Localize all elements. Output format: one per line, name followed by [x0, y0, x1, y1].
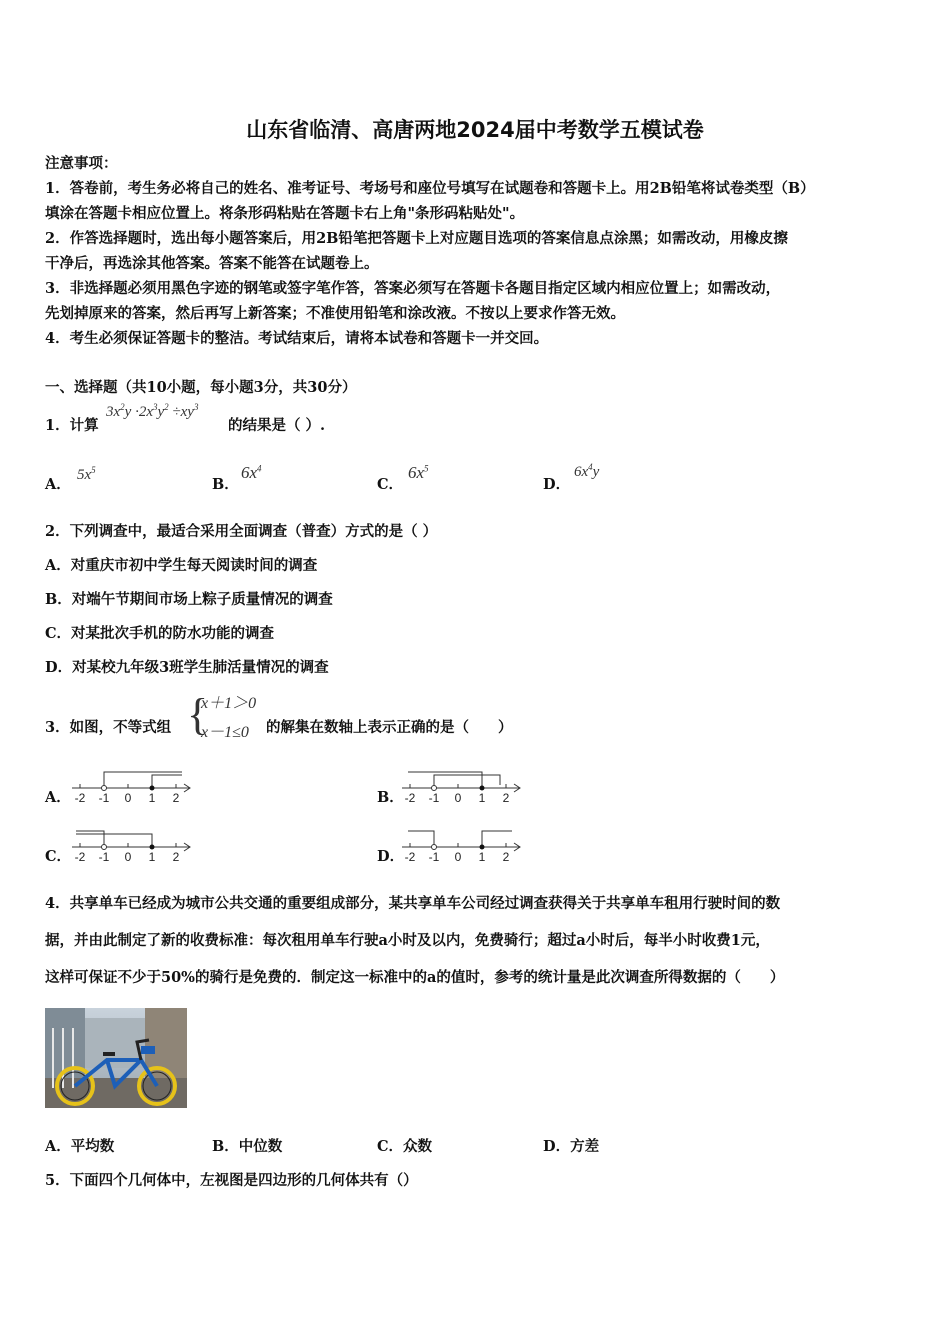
inequality-2: x－1≤0	[201, 724, 249, 741]
tick-label: -1	[98, 850, 110, 864]
q1-option-a-value: $5x^5$	[77, 465, 96, 483]
q1-option-c-label: C．	[377, 476, 404, 493]
tick-label: 1	[148, 791, 156, 805]
tick-label: 1	[478, 850, 486, 864]
notice-heading: 注意事项：	[45, 155, 118, 172]
tick-label: -2	[74, 791, 86, 805]
q1-option-b-value: $6x^4$	[241, 463, 262, 482]
page-title: 山东省临清、高唐两地2024届中考数学五模试卷	[246, 118, 704, 142]
q3-option-d-label: D．	[377, 848, 405, 865]
notice-line: 先划掉原来的答案，然后再写上新答案；不准使用铅笔和涂改液。不按以上要求作答无效。	[45, 305, 625, 322]
q2-option-c: C．对某批次手机的防水功能的调查	[45, 625, 275, 642]
tick-label: 2	[172, 791, 180, 805]
tick-label: -2	[74, 850, 86, 864]
tick-label: 0	[454, 850, 462, 864]
question-5-stem: 5．下面四个几何体中，左视图是四边形的几何体共有（）	[45, 1172, 418, 1189]
q4-option-b: B．中位数	[212, 1138, 283, 1155]
number-line-c	[70, 823, 195, 865]
question-1-suffix: 的结果是（ ）.	[228, 417, 326, 434]
tick-label: 0	[454, 791, 462, 805]
system-brace: {	[187, 690, 209, 739]
inequality-1: x＋1＞0	[201, 695, 257, 712]
q2-option-b: B．对端午节期间市场上粽子质量情况的调查	[45, 591, 333, 608]
q4-option-d: D．方差	[543, 1138, 600, 1155]
notice-line: 1．答卷前，考生务必将自己的姓名、准考证号、考场号和座位号填写在试题卷和答题卡上。用2B铅笔将试卷类型（B）	[45, 180, 815, 197]
q3-option-a-label: A．	[45, 789, 71, 806]
tick-label: -2	[404, 850, 416, 864]
q2-option-a: A．对重庆市初中学生每天阅读时间的调查	[45, 557, 318, 574]
question-1-expression: $3x^2y \cdot 2x^3y^2 \div xy^3$	[106, 402, 199, 420]
notice-line: 干净后，再选涂其他答案。答案不能答在试题卷上。	[45, 255, 379, 272]
tick-label: 2	[502, 791, 510, 805]
section-heading: 一、选择题（共10小题，每小题3分，共30分）	[45, 379, 357, 396]
notice-line: 填涂在答题卡相应位置上。将条形码粘贴在答题卡右上角"条形码粘贴处"。	[45, 205, 525, 222]
q2-option-d: D．对某校九年级3班学生肺活量情况的调查	[45, 659, 329, 676]
tick-label: -1	[428, 850, 440, 864]
question-4-line: 4．共享单车已经成为城市公共交通的重要组成部分，某共享单车公司经过调查获得关于共享单车租用行驶时间的数	[45, 895, 781, 912]
tick-label: 2	[502, 850, 510, 864]
tick-label: 0	[124, 850, 132, 864]
notice-line: 3．非选择题必须用黑色字迹的钢笔或签字笔作答，答案必须写在答题卡各题目指定区域内相应位置上；如需改动，	[45, 280, 781, 297]
tick-label: -1	[98, 791, 110, 805]
tick-label: 0	[124, 791, 132, 805]
tick-label: -2	[404, 791, 416, 805]
q1-option-d-value: $6x^4y$	[574, 462, 600, 480]
number-line-d	[400, 823, 525, 865]
question-2-stem: 2．下列调查中，最适合采用全面调查（普查）方式的是（ ）	[45, 523, 438, 540]
notice-line: 2．作答选择题时，选出每小题答案后，用2B铅笔把答题卡上对应题目选项的答案信息点涂黑；如需改动，用橡皮擦	[45, 230, 788, 247]
q1-option-d-label: D．	[543, 476, 571, 493]
q4-option-a: A．平均数	[45, 1138, 115, 1155]
q4-option-c: C．众数	[377, 1138, 433, 1155]
tick-label: 2	[172, 850, 180, 864]
bicycle-photo	[45, 1008, 187, 1108]
question-4-line: 据，并由此制定了新的收费标准：每次租用单车行驶a小时及以内，免费骑行；超过a小时后，每半小时收费1元，	[45, 932, 770, 949]
tick-label: 1	[148, 850, 156, 864]
question-1-prefix: 1．计算	[45, 417, 99, 434]
tick-label: -1	[428, 791, 440, 805]
number-line-a	[70, 764, 195, 806]
question-3-prefix: 3．如图，不等式组	[45, 719, 172, 736]
q3-option-b-label: B．	[377, 789, 404, 806]
question-3-suffix: 的解集在数轴上表示正确的是（ ）	[266, 719, 513, 736]
tick-label: 1	[478, 791, 486, 805]
q1-option-b-label: B．	[212, 476, 239, 493]
question-4-line: 这样可保证不少于50%的骑行是免费的．制定这一标准中的a的值时，参考的统计量是此次调查所得数据的（ ）	[45, 969, 785, 986]
notice-line: 4．考生必须保证答题卡的整洁。考试结束后，请将本试卷和答题卡一并交回。	[45, 330, 549, 347]
q3-option-c-label: C．	[45, 848, 72, 865]
q1-option-a-label: A．	[45, 476, 71, 493]
q1-option-c-value: $6x^5$	[408, 463, 429, 482]
number-line-b	[400, 764, 525, 806]
